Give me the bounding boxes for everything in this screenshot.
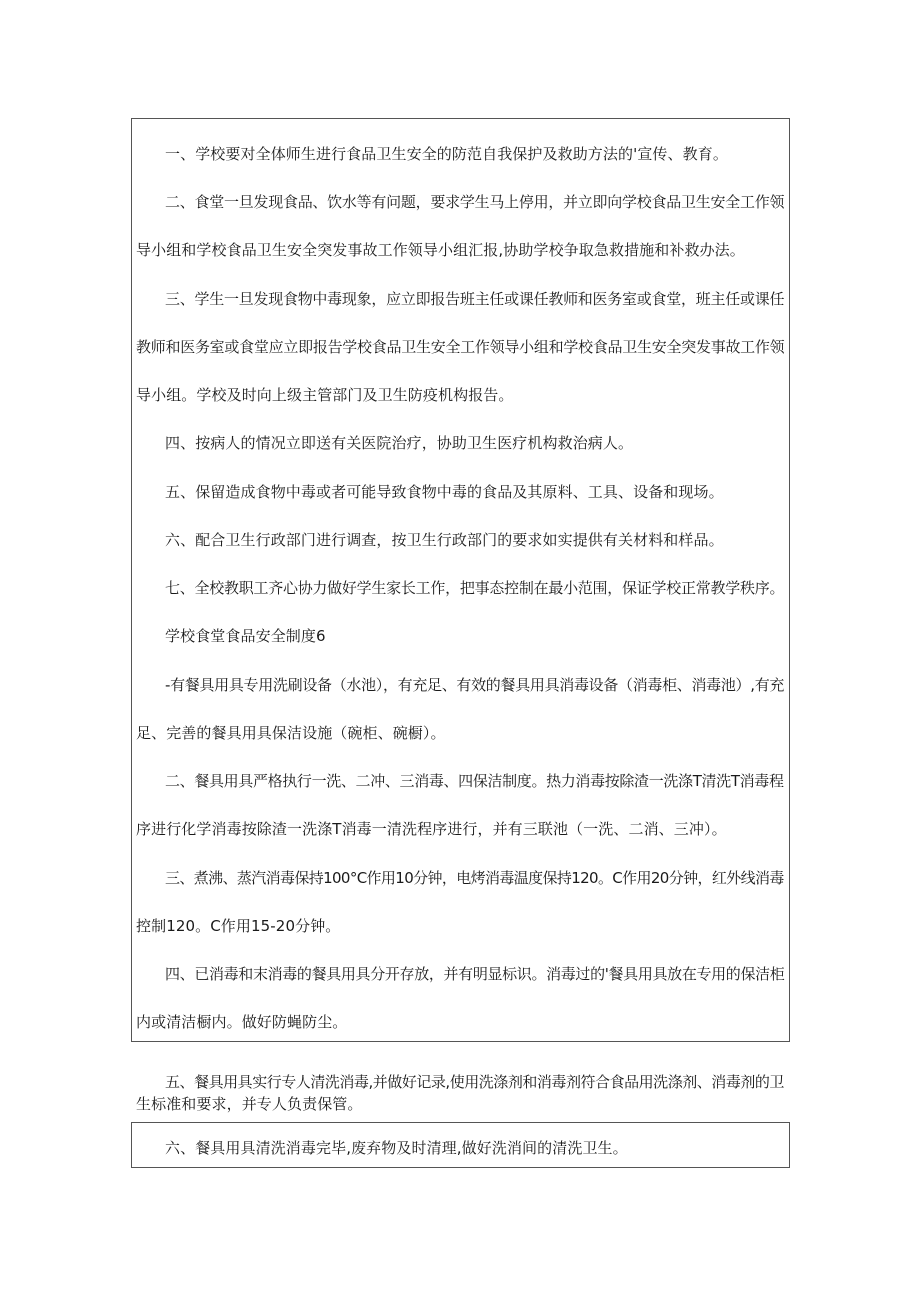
text-line: 三、学生一旦发现食物中毒现象，应立即报告班主任或课任教师和医务室或食堂，班主任或课任 <box>165 290 785 308</box>
text-line: 六、配合卫生行政部门进行调查，按卫生行政部门的要求如实提供有关材料和样品。 <box>165 531 724 549</box>
text-line: 五、保留造成食物中毒或者可能导致食物中毒的食品及其原料、工具、设备和现场。 <box>165 483 724 501</box>
text-line: 三、煮沸、蒸汽消毒保持100°C作用10分钟，电烤消毒温度保持120。C作用20分钟，红外线消毒 <box>165 869 784 887</box>
text-line: 七、全校教职工齐心协力做好学生家长工作，把事态控制在最小范围，保证学校正常教学秩序。 <box>165 579 785 597</box>
text-line: 六、餐具用具清洗消毒完毕,废弃物及时清理,做好洗消间的清洗卫生。 <box>165 1139 628 1157</box>
text-line: 序进行化学消毒按除渣一洗涤T消毒一清洗程序进行，并有三联池（一洗、二消、三冲）。 <box>136 820 727 838</box>
text-line: 生标准和要求，并专人负责保管。 <box>136 1095 363 1113</box>
text-line: 导小组和学校食品卫生安全突发事故工作领导小组汇报,协助学校争取急救措施和补救办法。 <box>136 241 745 259</box>
text-line: 五、餐具用具实行专人清洗消毒,并做好记录,使用洗涤剂和消毒剂符合食品用洗涤剂、消毒剂的卫 <box>165 1073 784 1091</box>
text-line: 四、按病人的情况立即送有关医院治疗，协助卫生医疗机构救治病人。 <box>165 434 634 452</box>
text-line: 足、完善的餐具用具保洁设施（碗柜、碗橱）。 <box>136 724 446 742</box>
text-line: 控制120。C作用15-20分钟。 <box>136 917 341 935</box>
section-heading: 学校食堂食品安全制度6 <box>165 627 326 645</box>
text-line: 教师和医务室或食堂应立即报告学校食品卫生安全工作领导小组和学校食品卫生安全突发事故工作领 <box>136 338 785 356</box>
text-line: 内或清洁橱内。做好防蝇防尘。 <box>136 1013 348 1031</box>
text-line: 一、学校要对全体师生进行食品卫生安全的防范自我保护及救助方法的'宣传、教育。 <box>165 145 728 163</box>
text-line: -有餐具用具专用洗刷设备（水池），有充足、有效的餐具用具消毒设备（消毒柜、消毒池）,有充 <box>165 676 785 694</box>
text-line: 二、餐具用具严格执行一洗、二冲、三消毒、四保洁制度。热力消毒按除渣一洗涤T清洗T消毒程 <box>165 772 784 790</box>
text-line: 导小组。学校及时向上级主管部门及卫生防疫机构报告。 <box>136 386 514 404</box>
text-line: 四、已消毒和末消毒的餐具用具分开存放，并有明显标识。消毒过的'餐具用具放在专用的保洁柜 <box>165 965 785 983</box>
text-line: 二、食堂一旦发现食品、饮水等有问题，要求学生马上停用，并立即向学校食品卫生安全工作领 <box>165 193 785 211</box>
